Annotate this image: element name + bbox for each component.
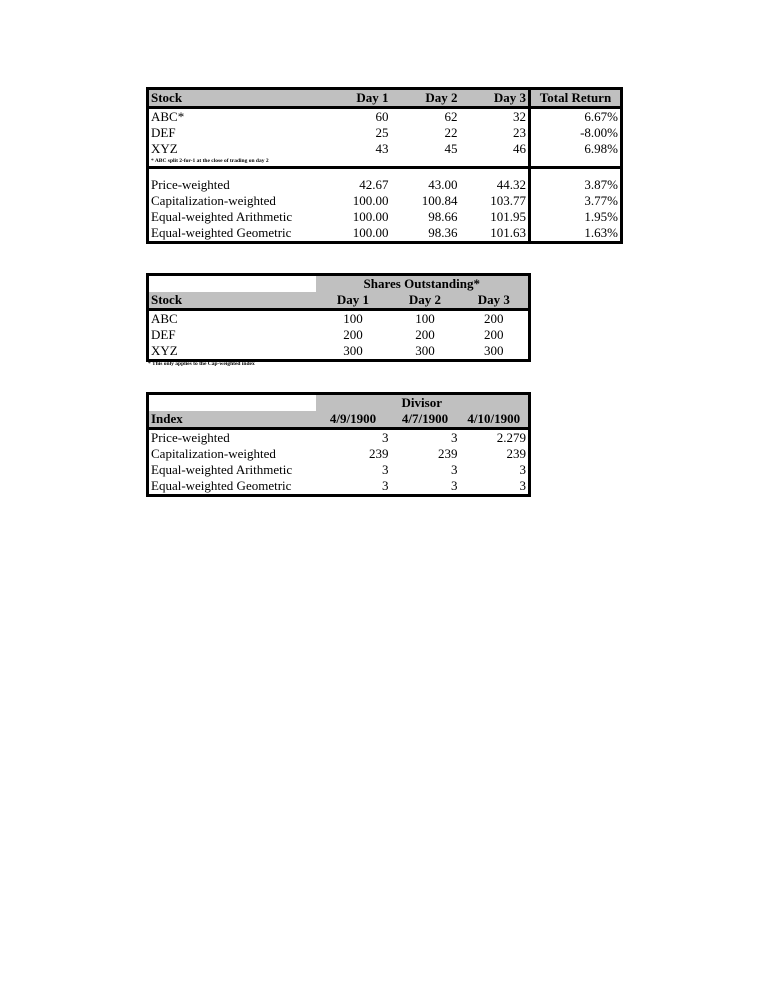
cell-day-3: 44.32 — [496, 177, 526, 192]
cell-day-3: 101.63 — [490, 225, 526, 240]
header-stock: Stock — [148, 89, 316, 108]
cell-total-return: -8.00% — [530, 125, 622, 141]
table-row — [148, 343, 530, 361]
cell-divisor-2: 3 — [451, 430, 458, 445]
stock-name: DEF — [151, 125, 176, 140]
cell-day-3: 101.95 — [490, 209, 526, 224]
cell-day-2: 62 — [444, 109, 458, 124]
cell-day-1: 300 — [343, 343, 363, 358]
returns-table — [146, 87, 623, 244]
stock-name: XYZ — [151, 343, 178, 358]
cell-divisor-1: 239 — [369, 446, 389, 461]
cell-divisor-3: 3 — [519, 478, 527, 493]
cell-divisor-3: 3 — [519, 462, 527, 477]
cell-day-2: 100.84 — [421, 193, 458, 208]
cell-divisor-3: 2.279 — [496, 430, 527, 445]
cell-total-return: 6.67% — [530, 108, 622, 126]
cell-day-1: 60 — [375, 109, 389, 124]
cell-total-return: 3.77% — [530, 193, 622, 209]
cell-divisor-1: 3 — [382, 430, 389, 445]
split-note: * ABC split 2-for-1 at the close of trading on day 2 — [148, 157, 530, 168]
cell-day-1: 100.00 — [352, 209, 389, 224]
header-day-3: Day 3 — [460, 89, 530, 108]
cell-day-1: 100.00 — [352, 193, 389, 208]
cell-day-2: 43.00 — [428, 177, 458, 192]
table-row — [148, 209, 622, 225]
index-name: Price-weighted — [151, 430, 230, 445]
empty-header-cell — [148, 275, 316, 293]
table-row — [148, 327, 530, 343]
header-day-1: Day 1 — [316, 89, 391, 108]
cell-total-return: 3.87% — [530, 177, 622, 193]
index-name: Equal-weighted Geometric — [151, 225, 292, 240]
index-name: Equal-weighted Arithmetic — [151, 209, 293, 224]
table-row — [148, 125, 622, 141]
table-row — [148, 141, 622, 157]
split-note-row — [148, 157, 622, 168]
empty-cell — [530, 157, 622, 168]
header-day-3: Day 3 — [460, 292, 530, 310]
spacer-row — [148, 168, 622, 178]
group-header-row — [148, 394, 530, 412]
table-row — [148, 108, 622, 126]
cell-day-1: 42.67 — [359, 177, 389, 192]
cell-day-3: 200 — [484, 311, 504, 326]
cell-day-1: 100.00 — [352, 225, 389, 240]
cell-divisor-2: 3 — [451, 462, 458, 477]
cell-day-3: 300 — [484, 343, 504, 358]
cell-day-2: 100 — [415, 311, 435, 326]
table-row — [148, 429, 530, 447]
header-day-2: Day 2 — [391, 89, 460, 108]
header-date-1: 4/9/1900 — [316, 411, 391, 429]
cell-divisor-3: 239 — [506, 446, 527, 461]
shares-outstanding-header: Shares Outstanding* — [316, 275, 530, 293]
table-row — [148, 193, 622, 209]
empty-cell — [530, 168, 622, 178]
stock-name: XYZ — [151, 141, 178, 156]
header-date-3: 4/10/1900 — [460, 411, 530, 429]
table-row — [148, 225, 622, 243]
table-row — [148, 446, 530, 462]
index-name: Equal-weighted Arithmetic — [151, 462, 293, 477]
cell-day-1: 200 — [343, 327, 363, 342]
index-name: Capitalization-weighted — [151, 193, 276, 208]
cell-day-1: 43 — [375, 141, 389, 156]
stock-name: ABC — [151, 311, 178, 326]
shares-footnote: * This only applies to the Cap-weighted index — [148, 361, 255, 367]
header-date-2: 4/7/1900 — [391, 411, 460, 429]
header-day-2: Day 2 — [391, 292, 460, 310]
table-row — [148, 478, 530, 496]
shares-outstanding-table — [146, 273, 531, 362]
header-total-return: Total Return — [530, 89, 622, 108]
table-row — [148, 462, 530, 478]
group-header-row — [148, 275, 530, 293]
cell-day-1: 100 — [343, 311, 363, 326]
index-name: Price-weighted — [151, 177, 230, 192]
header-index: Index — [148, 411, 316, 429]
cell-day-1: 25 — [375, 125, 389, 140]
divisor-table — [146, 392, 531, 497]
cell-day-3: 23 — [513, 125, 526, 140]
cell-divisor-2: 3 — [451, 478, 458, 493]
cell-total-return: 6.98% — [530, 141, 622, 157]
table-row — [148, 177, 622, 193]
table-header-row — [148, 89, 622, 108]
cell-day-3: 200 — [484, 327, 504, 342]
cell-day-3: 46 — [513, 141, 526, 156]
cell-total-return: 1.95% — [530, 209, 622, 225]
cell-day-3: 103.77 — [490, 193, 526, 208]
table-header-row — [148, 411, 530, 429]
divisor-header: Divisor — [316, 394, 530, 412]
cell-day-2: 300 — [415, 343, 435, 358]
index-name: Equal-weighted Geometric — [151, 478, 292, 493]
cell-divisor-1: 3 — [382, 462, 389, 477]
cell-day-2: 98.66 — [428, 209, 458, 224]
empty-cell — [148, 168, 530, 178]
cell-day-2: 98.36 — [428, 225, 458, 240]
table-header-row — [148, 292, 530, 310]
cell-day-2: 200 — [415, 327, 435, 342]
empty-header-cell — [148, 394, 316, 412]
header-stock: Stock — [148, 292, 316, 310]
cell-day-3: 32 — [513, 109, 526, 124]
index-name: Capitalization-weighted — [151, 446, 276, 461]
cell-divisor-2: 239 — [438, 446, 458, 461]
cell-divisor-1: 3 — [382, 478, 389, 493]
table-row — [148, 310, 530, 328]
stock-name: DEF — [151, 327, 176, 342]
cell-day-2: 45 — [444, 141, 458, 156]
cell-day-2: 22 — [444, 125, 458, 140]
stock-name: ABC* — [151, 109, 185, 124]
header-day-1: Day 1 — [316, 292, 391, 310]
cell-total-return: 1.63% — [530, 225, 622, 243]
